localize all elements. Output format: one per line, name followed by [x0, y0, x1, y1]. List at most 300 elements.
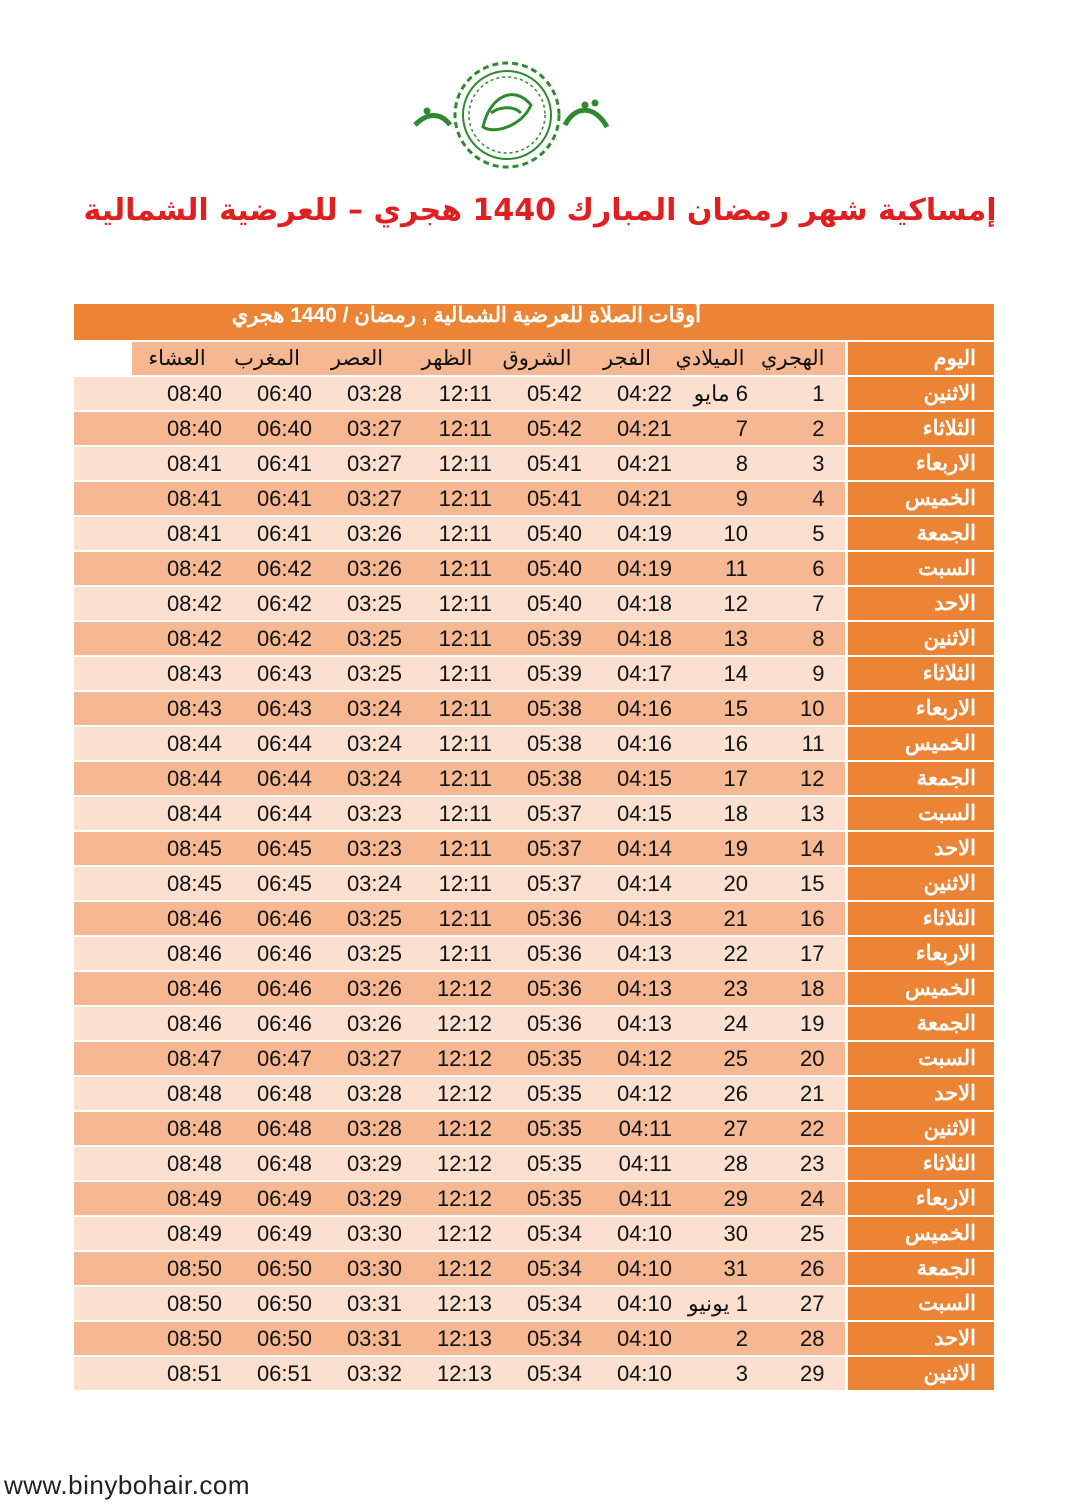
- cell-shuruq: 05:36: [492, 901, 582, 936]
- cell-fajr: 04:21: [582, 446, 672, 481]
- cell-dhuhr: 12:11: [402, 691, 492, 726]
- cell-gregorian: 15: [672, 691, 766, 726]
- table-row: [74, 1286, 994, 1321]
- cell-maghrib: 06:45: [222, 866, 312, 901]
- cell-hijri: 9: [766, 656, 846, 691]
- cell-shuruq: 05:37: [492, 796, 582, 831]
- cell-gregorian: 17: [672, 761, 766, 796]
- cell-day: الاحد: [846, 1076, 994, 1111]
- col-header-asr: العصر: [312, 341, 402, 376]
- table-row: [74, 1111, 994, 1146]
- col-header-dhuhr: الظهر: [402, 341, 492, 376]
- cell-day: الاربعاء: [846, 446, 994, 481]
- cell-day: الاثنين: [846, 621, 994, 656]
- cell-fajr: 04:18: [582, 586, 672, 621]
- cell-day: الخميس: [846, 481, 994, 516]
- cell-isha: 08:40: [132, 376, 222, 411]
- cell-asr: 03:27: [312, 481, 402, 516]
- cell-fajr: 04:16: [582, 691, 672, 726]
- table-row: [74, 376, 994, 411]
- table-row: [74, 971, 994, 1006]
- cell-day: الثلاثاء: [846, 1146, 994, 1181]
- cell-hijri: 26: [766, 1251, 846, 1286]
- cell-fajr: 04:14: [582, 866, 672, 901]
- cell-dhuhr: 12:13: [402, 1286, 492, 1321]
- cell-maghrib: 06:48: [222, 1076, 312, 1111]
- cell-gregorian: 6 مايو: [672, 376, 766, 411]
- cell-day: الاثنين: [846, 376, 994, 411]
- cell-shuruq: 05:34: [492, 1286, 582, 1321]
- cell-dhuhr: 12:12: [402, 1076, 492, 1111]
- table-row: [74, 936, 994, 971]
- cell-gregorian: 7: [672, 411, 766, 446]
- cell-hijri: 24: [766, 1181, 846, 1216]
- cell-hijri: 20: [766, 1041, 846, 1076]
- cell-shuruq: 05:37: [492, 831, 582, 866]
- cell-asr: 03:25: [312, 621, 402, 656]
- cell-shuruq: 05:34: [492, 1356, 582, 1391]
- cell-gregorian: 19: [672, 831, 766, 866]
- cell-maghrib: 06:48: [222, 1146, 312, 1181]
- cell-isha: 08:41: [132, 446, 222, 481]
- cell-dhuhr: 12:11: [402, 831, 492, 866]
- cell-dhuhr: 12:13: [402, 1356, 492, 1391]
- cell-fajr: 04:15: [582, 761, 672, 796]
- cell-hijri: 13: [766, 796, 846, 831]
- cell-hijri: 12: [766, 761, 846, 796]
- table-row: [74, 831, 994, 866]
- cell-day: الجمعة: [846, 1006, 994, 1041]
- cell-gregorian: 11: [672, 551, 766, 586]
- table-row: [74, 656, 994, 691]
- table-row: [74, 901, 994, 936]
- cell-hijri: 11: [766, 726, 846, 761]
- cell-dhuhr: 12:11: [402, 376, 492, 411]
- cell-asr: 03:26: [312, 551, 402, 586]
- cell-hijri: 3: [766, 446, 846, 481]
- cell-hijri: 17: [766, 936, 846, 971]
- cell-maghrib: 06:46: [222, 971, 312, 1006]
- cell-dhuhr: 12:11: [402, 411, 492, 446]
- cell-isha: 08:41: [132, 481, 222, 516]
- cell-isha: 08:47: [132, 1041, 222, 1076]
- cell-asr: 03:24: [312, 726, 402, 761]
- cell-gregorian: 1 يونيو: [672, 1286, 766, 1321]
- cell-gregorian: 14: [672, 656, 766, 691]
- table-row: [74, 551, 994, 586]
- cell-gregorian: 18: [672, 796, 766, 831]
- cell-dhuhr: 12:11: [402, 796, 492, 831]
- cell-fajr: 04:10: [582, 1356, 672, 1391]
- cell-isha: 08:46: [132, 971, 222, 1006]
- cell-gregorian: 21: [672, 901, 766, 936]
- cell-gregorian: 26: [672, 1076, 766, 1111]
- cell-asr: 03:24: [312, 761, 402, 796]
- cell-shuruq: 05:41: [492, 481, 582, 516]
- cell-day: السبت: [846, 1286, 994, 1321]
- footer-watermark: www.binybohair.com: [4, 1470, 250, 1500]
- table-row: [74, 691, 994, 726]
- cell-isha: 08:46: [132, 1006, 222, 1041]
- cell-asr: 03:25: [312, 586, 402, 621]
- cell-isha: 08:44: [132, 796, 222, 831]
- cell-day: الاربعاء: [846, 691, 994, 726]
- cell-shuruq: 05:42: [492, 411, 582, 446]
- cell-shuruq: 05:36: [492, 936, 582, 971]
- cell-dhuhr: 12:11: [402, 866, 492, 901]
- cell-day: الخميس: [846, 726, 994, 761]
- cell-shuruq: 05:38: [492, 761, 582, 796]
- cell-day: الخميس: [846, 971, 994, 1006]
- cell-asr: 03:25: [312, 936, 402, 971]
- cell-maghrib: 06:43: [222, 691, 312, 726]
- cell-isha: 08:46: [132, 936, 222, 971]
- cell-day: الخميس: [846, 1216, 994, 1251]
- cell-hijri: 6: [766, 551, 846, 586]
- cell-day: الجمعة: [846, 1251, 994, 1286]
- cell-hijri: 21: [766, 1076, 846, 1111]
- cell-dhuhr: 12:11: [402, 551, 492, 586]
- table-row: [74, 1076, 994, 1111]
- col-header-maghrib: المغرب: [222, 341, 312, 376]
- cell-hijri: 15: [766, 866, 846, 901]
- cell-dhuhr: 12:11: [402, 656, 492, 691]
- cell-dhuhr: 12:12: [402, 1006, 492, 1041]
- cell-day: الثلاثاء: [846, 411, 994, 446]
- cell-asr: 03:26: [312, 1006, 402, 1041]
- cell-shuruq: 05:39: [492, 621, 582, 656]
- cell-asr: 03:25: [312, 656, 402, 691]
- table-row: [74, 1251, 994, 1286]
- cell-gregorian: 27: [672, 1111, 766, 1146]
- cell-shuruq: 05:39: [492, 656, 582, 691]
- cell-asr: 03:24: [312, 866, 402, 901]
- cell-maghrib: 06:43: [222, 656, 312, 691]
- cell-asr: 03:30: [312, 1251, 402, 1286]
- col-header-shuruq: الشروق: [492, 341, 582, 376]
- cell-isha: 08:48: [132, 1076, 222, 1111]
- cell-fajr: 04:21: [582, 481, 672, 516]
- cell-dhuhr: 12:11: [402, 761, 492, 796]
- cell-fajr: 04:22: [582, 376, 672, 411]
- cell-shuruq: 05:42: [492, 376, 582, 411]
- table-caption-row: [74, 304, 994, 341]
- table-row: [74, 411, 994, 446]
- cell-maghrib: 06:40: [222, 376, 312, 411]
- cell-asr: 03:29: [312, 1181, 402, 1216]
- cell-shuruq: 05:36: [492, 971, 582, 1006]
- cell-day: الاحد: [846, 586, 994, 621]
- table-row: [74, 796, 994, 831]
- cell-isha: 08:43: [132, 656, 222, 691]
- cell-fajr: 04:15: [582, 796, 672, 831]
- cell-gregorian: 31: [672, 1251, 766, 1286]
- col-header-gregorian: الميلادي: [672, 341, 766, 376]
- cell-shuruq: 05:41: [492, 446, 582, 481]
- table-row: [74, 481, 994, 516]
- cell-fajr: 04:11: [582, 1111, 672, 1146]
- cell-shuruq: 05:38: [492, 726, 582, 761]
- cell-maghrib: 06:50: [222, 1251, 312, 1286]
- cell-dhuhr: 12:11: [402, 481, 492, 516]
- cell-fajr: 04:12: [582, 1041, 672, 1076]
- cell-hijri: 7: [766, 586, 846, 621]
- cell-asr: 03:23: [312, 831, 402, 866]
- cell-dhuhr: 12:12: [402, 1041, 492, 1076]
- cell-asr: 03:28: [312, 376, 402, 411]
- cell-day: الجمعة: [846, 516, 994, 551]
- cell-hijri: 25: [766, 1216, 846, 1251]
- cell-hijri: 4: [766, 481, 846, 516]
- cell-day: الاثنين: [846, 866, 994, 901]
- page-title: إمساكية شهر رمضان المبارك 1440 هجري – للعرضية الشمالية: [83, 193, 997, 228]
- cell-hijri: 22: [766, 1111, 846, 1146]
- table-header-row: [74, 341, 994, 376]
- cell-hijri: 28: [766, 1321, 846, 1356]
- cell-hijri: 10: [766, 691, 846, 726]
- table-row: [74, 1216, 994, 1251]
- cell-hijri: 29: [766, 1356, 846, 1391]
- cell-dhuhr: 12:12: [402, 1251, 492, 1286]
- table-row: [74, 761, 994, 796]
- cell-maghrib: 06:40: [222, 411, 312, 446]
- cell-dhuhr: 12:11: [402, 901, 492, 936]
- cell-day: الاحد: [846, 831, 994, 866]
- cell-maghrib: 06:44: [222, 796, 312, 831]
- cell-hijri: 2: [766, 411, 846, 446]
- cell-isha: 08:44: [132, 761, 222, 796]
- cell-shuruq: 05:36: [492, 1006, 582, 1041]
- cell-asr: 03:28: [312, 1076, 402, 1111]
- cell-day: الاثنين: [846, 1111, 994, 1146]
- cell-shuruq: 05:35: [492, 1041, 582, 1076]
- cell-asr: 03:31: [312, 1286, 402, 1321]
- cell-dhuhr: 12:12: [402, 1181, 492, 1216]
- cell-day: السبت: [846, 796, 994, 831]
- table-row: [74, 866, 994, 901]
- cell-isha: 08:43: [132, 691, 222, 726]
- cell-dhuhr: 12:12: [402, 971, 492, 1006]
- cell-maghrib: 06:45: [222, 831, 312, 866]
- cell-maghrib: 06:41: [222, 446, 312, 481]
- cell-day: الثلاثاء: [846, 901, 994, 936]
- cell-shuruq: 05:38: [492, 691, 582, 726]
- cell-day: الاحد: [846, 1321, 994, 1356]
- cell-hijri: 23: [766, 1146, 846, 1181]
- cell-fajr: 04:13: [582, 936, 672, 971]
- cell-fajr: 04:10: [582, 1216, 672, 1251]
- table-row: [74, 1146, 994, 1181]
- table-row: [74, 446, 994, 481]
- cell-asr: 03:29: [312, 1146, 402, 1181]
- cell-dhuhr: 12:11: [402, 726, 492, 761]
- cell-fajr: 04:10: [582, 1251, 672, 1286]
- cell-dhuhr: 12:11: [402, 936, 492, 971]
- cell-isha: 08:48: [132, 1111, 222, 1146]
- cell-hijri: 5: [766, 516, 846, 551]
- table-row: [74, 1006, 994, 1041]
- cell-shuruq: 05:34: [492, 1216, 582, 1251]
- cell-fajr: 04:21: [582, 411, 672, 446]
- cell-maghrib: 06:44: [222, 761, 312, 796]
- cell-dhuhr: 12:11: [402, 446, 492, 481]
- cell-asr: 03:24: [312, 691, 402, 726]
- cell-asr: 03:26: [312, 971, 402, 1006]
- cell-maghrib: 06:41: [222, 481, 312, 516]
- cell-isha: 08:42: [132, 586, 222, 621]
- cell-gregorian: 22: [672, 936, 766, 971]
- cell-dhuhr: 12:11: [402, 621, 492, 656]
- cell-shuruq: 05:40: [492, 516, 582, 551]
- cell-asr: 03:27: [312, 411, 402, 446]
- prayer-times-table: [74, 304, 994, 1392]
- cell-maghrib: 06:42: [222, 551, 312, 586]
- cell-maghrib: 06:50: [222, 1321, 312, 1356]
- cell-day: الثلاثاء: [846, 656, 994, 691]
- cell-fajr: 04:13: [582, 971, 672, 1006]
- cell-asr: 03:30: [312, 1216, 402, 1251]
- cell-day: الاثنين: [846, 1356, 994, 1391]
- col-header-fajr: الفجر: [582, 341, 672, 376]
- cell-isha: 08:45: [132, 831, 222, 866]
- col-header-isha: العشاء: [132, 341, 222, 376]
- table-row: [74, 1356, 994, 1391]
- cell-fajr: 04:16: [582, 726, 672, 761]
- umm-al-qura-logo: [395, 55, 620, 180]
- cell-hijri: 16: [766, 901, 846, 936]
- cell-day: السبت: [846, 551, 994, 586]
- table-caption: أوقات الصلاة للعرضية الشمالية , رمضان / 1440 هجري: [231, 304, 701, 327]
- cell-maghrib: 06:46: [222, 901, 312, 936]
- cell-isha: 08:49: [132, 1216, 222, 1251]
- cell-gregorian: 13: [672, 621, 766, 656]
- cell-hijri: 1: [766, 376, 846, 411]
- cell-gregorian: 12: [672, 586, 766, 621]
- cell-fajr: 04:11: [582, 1181, 672, 1216]
- cell-shuruq: 05:40: [492, 586, 582, 621]
- cell-gregorian: 20: [672, 866, 766, 901]
- cell-maghrib: 06:46: [222, 936, 312, 971]
- cell-maghrib: 06:47: [222, 1041, 312, 1076]
- cell-dhuhr: 12:13: [402, 1321, 492, 1356]
- cell-shuruq: 05:37: [492, 866, 582, 901]
- table-row: [74, 1321, 994, 1356]
- cell-hijri: 27: [766, 1286, 846, 1321]
- cell-fajr: 04:12: [582, 1076, 672, 1111]
- table-row: [74, 516, 994, 551]
- cell-fajr: 04:13: [582, 1006, 672, 1041]
- cell-dhuhr: 12:11: [402, 586, 492, 621]
- cell-maghrib: 06:41: [222, 516, 312, 551]
- cell-asr: 03:26: [312, 516, 402, 551]
- cell-fajr: 04:19: [582, 516, 672, 551]
- cell-asr: 03:32: [312, 1356, 402, 1391]
- cell-shuruq: 05:34: [492, 1251, 582, 1286]
- table-row: [74, 586, 994, 621]
- cell-gregorian: 24: [672, 1006, 766, 1041]
- cell-gregorian: 10: [672, 516, 766, 551]
- cell-maghrib: 06:48: [222, 1111, 312, 1146]
- cell-maghrib: 06:42: [222, 586, 312, 621]
- cell-maghrib: 06:49: [222, 1181, 312, 1216]
- cell-maghrib: 06:44: [222, 726, 312, 761]
- cell-fajr: 04:10: [582, 1321, 672, 1356]
- cell-maghrib: 06:46: [222, 1006, 312, 1041]
- cell-fajr: 04:14: [582, 831, 672, 866]
- cell-fajr: 04:18: [582, 621, 672, 656]
- cell-maghrib: 06:42: [222, 621, 312, 656]
- cell-gregorian: 16: [672, 726, 766, 761]
- cell-shuruq: 05:34: [492, 1321, 582, 1356]
- cell-asr: 03:28: [312, 1111, 402, 1146]
- cell-day: الجمعة: [846, 761, 994, 796]
- cell-fajr: 04:19: [582, 551, 672, 586]
- cell-gregorian: 28: [672, 1146, 766, 1181]
- cell-asr: 03:27: [312, 446, 402, 481]
- cell-day: الاربعاء: [846, 936, 994, 971]
- cell-hijri: 19: [766, 1006, 846, 1041]
- cell-gregorian: 30: [672, 1216, 766, 1251]
- cell-isha: 08:40: [132, 411, 222, 446]
- cell-gregorian: 3: [672, 1356, 766, 1391]
- cell-hijri: 18: [766, 971, 846, 1006]
- cell-day: الاربعاء: [846, 1181, 994, 1216]
- cell-hijri: 14: [766, 831, 846, 866]
- table-row: [74, 1041, 994, 1076]
- cell-asr: 03:23: [312, 796, 402, 831]
- cell-dhuhr: 12:11: [402, 516, 492, 551]
- cell-asr: 03:25: [312, 901, 402, 936]
- cell-shuruq: 05:35: [492, 1146, 582, 1181]
- cell-isha: 08:45: [132, 866, 222, 901]
- cell-asr: 03:31: [312, 1321, 402, 1356]
- cell-isha: 08:48: [132, 1146, 222, 1181]
- cell-dhuhr: 12:12: [402, 1146, 492, 1181]
- cell-gregorian: 2: [672, 1321, 766, 1356]
- cell-hijri: 8: [766, 621, 846, 656]
- cell-day: السبت: [846, 1041, 994, 1076]
- cell-asr: 03:27: [312, 1041, 402, 1076]
- cell-shuruq: 05:35: [492, 1076, 582, 1111]
- cell-maghrib: 06:50: [222, 1286, 312, 1321]
- cell-gregorian: 9: [672, 481, 766, 516]
- cell-shuruq: 05:40: [492, 551, 582, 586]
- cell-isha: 08:49: [132, 1181, 222, 1216]
- cell-shuruq: 05:35: [492, 1181, 582, 1216]
- cell-isha: 08:42: [132, 621, 222, 656]
- cell-isha: 08:50: [132, 1321, 222, 1356]
- table-row: [74, 621, 994, 656]
- cell-isha: 08:50: [132, 1251, 222, 1286]
- cell-dhuhr: 12:12: [402, 1216, 492, 1251]
- cell-isha: 08:46: [132, 901, 222, 936]
- cell-maghrib: 06:51: [222, 1356, 312, 1391]
- cell-fajr: 04:17: [582, 656, 672, 691]
- col-header-hijri: الهجري: [766, 341, 846, 376]
- cell-fajr: 04:11: [582, 1146, 672, 1181]
- table-row: [74, 1181, 994, 1216]
- cell-gregorian: 8: [672, 446, 766, 481]
- cell-fajr: 04:10: [582, 1286, 672, 1321]
- table-row: [74, 726, 994, 761]
- cell-isha: 08:42: [132, 551, 222, 586]
- cell-isha: 08:51: [132, 1356, 222, 1391]
- cell-gregorian: 29: [672, 1181, 766, 1216]
- cell-dhuhr: 12:12: [402, 1111, 492, 1146]
- cell-fajr: 04:13: [582, 901, 672, 936]
- col-header-day: اليوم: [846, 341, 994, 376]
- cell-isha: 08:44: [132, 726, 222, 761]
